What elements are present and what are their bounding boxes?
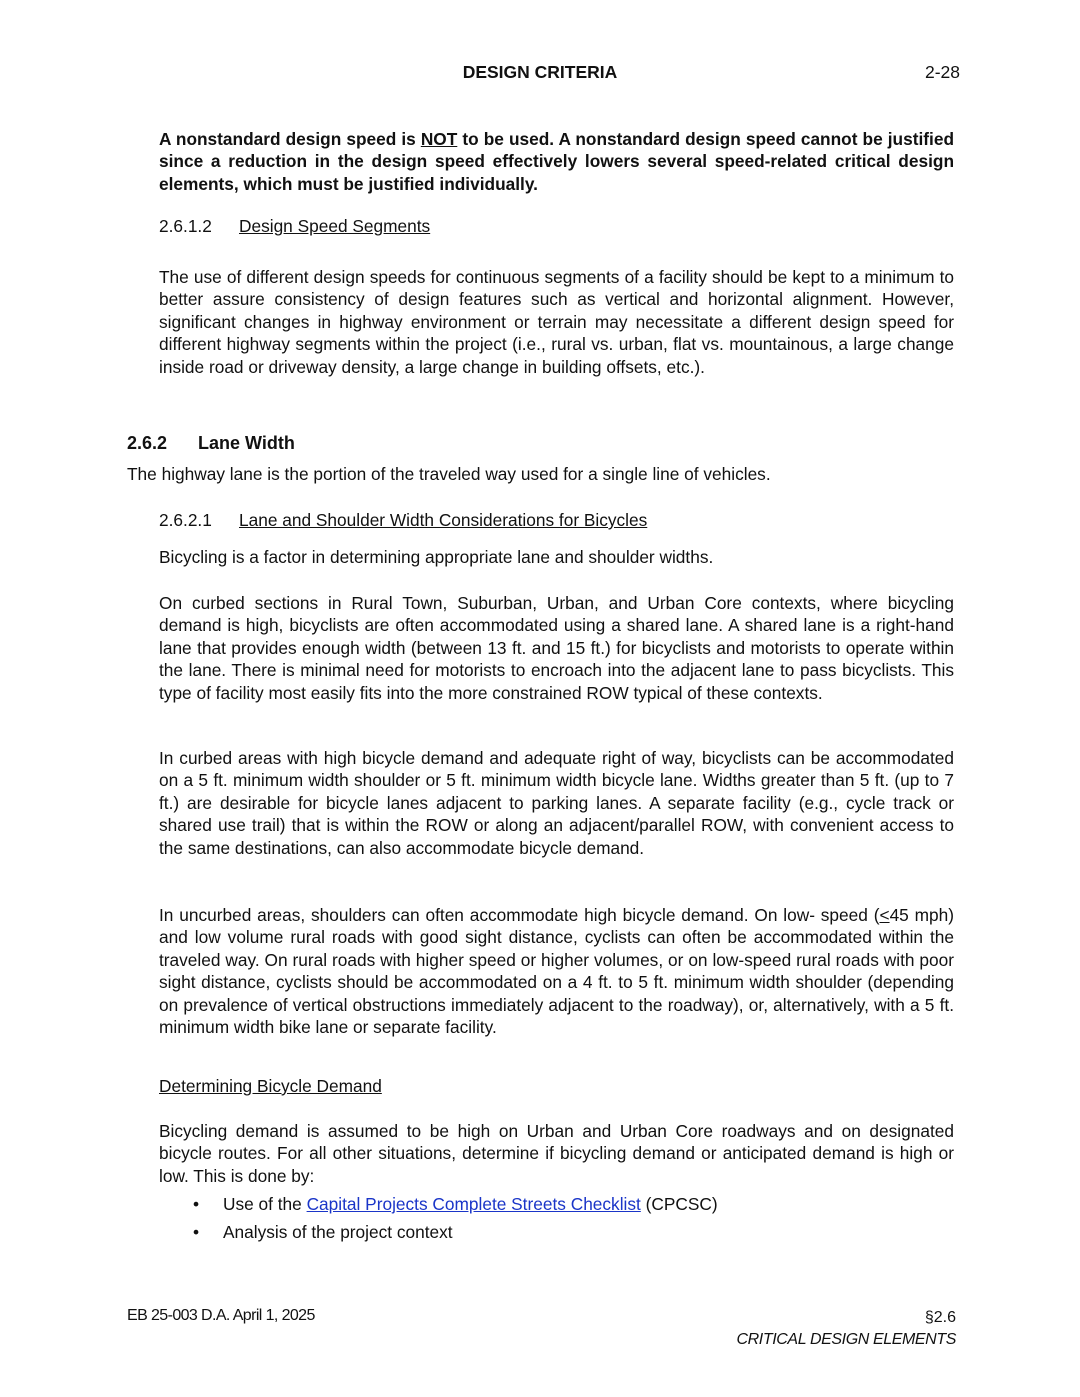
footer-chapter-title: CRITICAL DESIGN ELEMENTS (736, 1331, 956, 1348)
section-title: Lane Width (198, 433, 295, 453)
section-2-6-2-heading (127, 433, 295, 454)
bullet-icon: • (193, 1222, 200, 1242)
uncurbed-text-2: 45 mph) and low volume rural roads with good sight distance, cyclists can often be accommodated within the traveled way. On rural roads with higher speed or higher volumes, or on low-speed rural roads with poor sight distance, cyclists should be accommodated on a 4 ft. to 5 ft. minimum width shoulder (depending on prevalence of vertical obstructions immediately adjacent to the roadway), or, alternatively, with a 5 ft. minimum width bike lane or separate facility. (159, 905, 954, 1038)
footer-document-id: EB 25-003 D.A. April 1, 2025 (127, 1307, 315, 1324)
notice-emphasis: NOT (420, 129, 458, 149)
notice-text-1: A nonstandard design speed is (159, 129, 421, 149)
footer-section-info (737, 1307, 957, 1351)
list-item (159, 1193, 954, 1221)
section-number: 2.6.1.2 (159, 216, 212, 236)
bicycle-factor-intro: Bicycling is a factor in determining appropriate lane and shoulder widths. (159, 547, 714, 567)
section-2-6-1-2-heading (159, 216, 430, 237)
curbed-areas-paragraph: In curbed areas with high bicycle demand and adequate right of way, bicyclists can be accommodated on a 5 ft. minimum width shoulder or 5 ft. minimum width bicycle lane. Widths greater than 5 ft. (up to 7 ft.) are desirable for bicycle lanes adjacent to parking lanes. A separate facility (e.g., cycle track or shared use trail) that is within the ROW or along an adjacent/parallel ROW, with convenient access to the same destinations, can also accommodate bicycle demand. (159, 748, 954, 858)
header-title: DESIGN CRITERIA (462, 62, 618, 82)
curbed-sections-paragraph: On curbed sections in Rural Town, Suburban, Urban, and Urban Core contexts, where bicycling demand is high, bicyclists are often accommodated using a shared lane. A shared lane is a right-hand lane that provides enough width (between 13 ft. and 15 ft.) for bicyclists and motorists to operate within the lane. There is minimal need for motorists to encroach into the adjacent lane to pass bicyclists. This type of facility most easily fits into the more constrained ROW typical of these contexts. (159, 593, 954, 703)
lane-width-definition: The highway lane is the portion of the traveled way used for a single line of vehicles. (127, 464, 771, 484)
section-2-6-2-1-heading (159, 510, 647, 531)
list-item-text: Analysis of the project context (223, 1222, 453, 1242)
list-item (159, 1221, 954, 1249)
list-item-suffix: (CPCSC) (640, 1194, 718, 1214)
section-title: Lane and Shoulder Width Considerations for Bicycles (239, 510, 648, 530)
section-number: 2.6.2 (127, 433, 168, 453)
bicycle-demand-paragraph: Bicycling demand is assumed to be high on Urban and Urban Core roadways and on designated bicycle routes. For all other situations, determine if bicycling demand or anticipated demand is high or low. This is done by: (159, 1121, 954, 1186)
page-header (0, 62, 1080, 88)
list-item-text: Use of the (223, 1194, 307, 1214)
uncurbed-text-1: In uncurbed areas, shoulders can often accommodate high bicycle demand. On low- speed ( (159, 905, 880, 925)
determining-bicycle-demand-heading: Determining Bicycle Demand (159, 1076, 382, 1096)
less-equal-symbol: < (879, 905, 890, 925)
nonstandard-speed-notice (159, 128, 954, 195)
demand-method-list (159, 1193, 954, 1249)
uncurbed-areas-paragraph (159, 904, 954, 1038)
section-title: Design Speed Segments (239, 216, 431, 236)
page-number: 2-28 (924, 62, 960, 82)
cpcsc-link[interactable]: Capital Projects Complete Streets Checklist (306, 1194, 641, 1214)
notice-text-2: to be used. A nonstandard design speed cannot be justified since a reduction in the design speed effectively lowers several speed-related critical design elements, which must be justified individually. (159, 129, 954, 194)
footer-section-number: §2.6 (924, 1309, 956, 1326)
bullet-icon: • (193, 1194, 200, 1214)
section-number: 2.6.2.1 (159, 510, 212, 530)
design-speed-segments-paragraph: The use of different design speeds for continuous segments of a facility should be kept to a minimum to better assure consistency of design features such as vertical and horizontal alignment. However, significant changes in highway environment or terrain may necessitate a different design speed for different highway segments within the project (i.e., rural vs. urban, flat vs. mountainous, a large change inside road or driveway density, a large change in building offsets, etc.). (159, 267, 954, 377)
